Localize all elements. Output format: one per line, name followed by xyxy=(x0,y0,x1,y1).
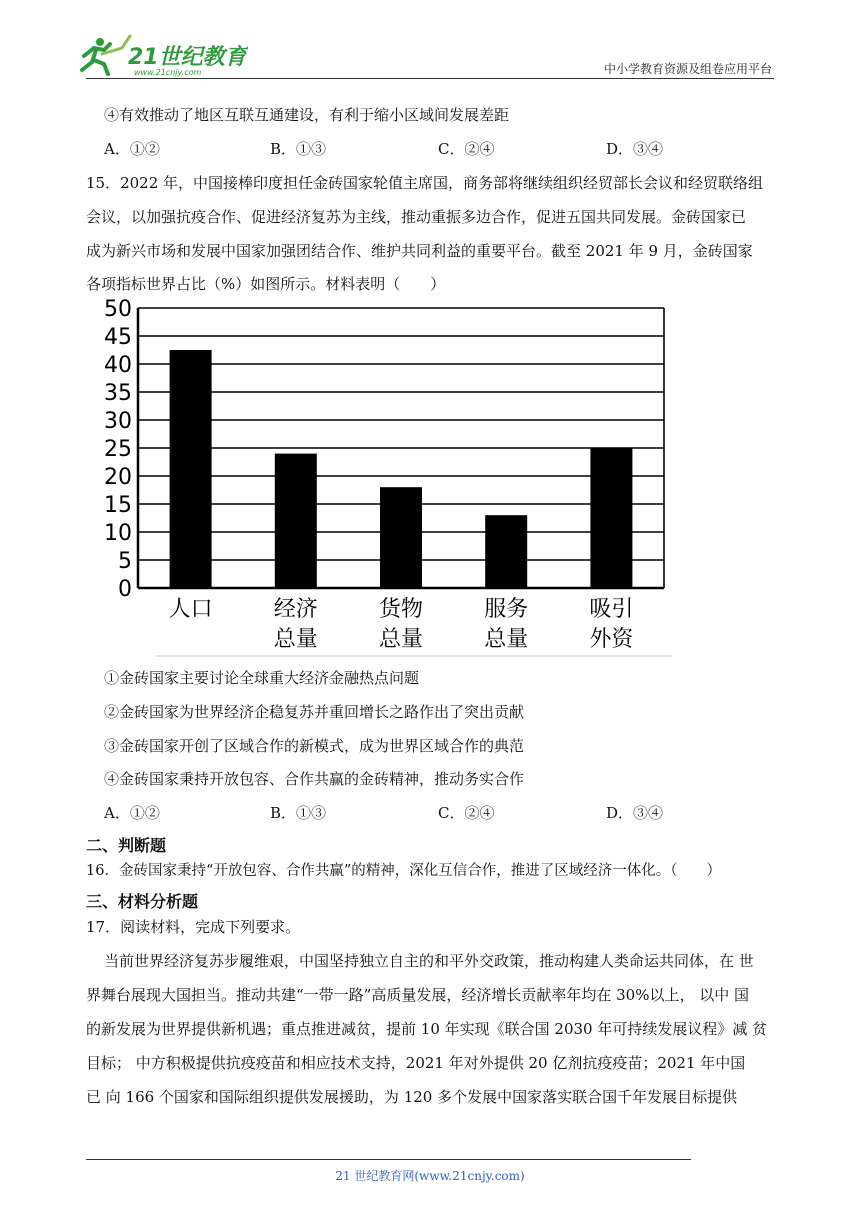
y-tick-label: 30 xyxy=(104,409,132,434)
y-tick-label: 5 xyxy=(118,549,132,574)
site-logo xyxy=(78,32,248,78)
q14-option-b[interactable]: B．①③ xyxy=(270,140,327,158)
y-tick-label: 40 xyxy=(104,353,132,378)
x-category-label: 人口 xyxy=(168,597,213,622)
q15-stem-line-2: 会议，以加强抗疫合作、促进经济复苏为主线，推动重振多边合作，促进五国共同发展。金砖国家已 xyxy=(86,208,747,226)
q15-item-4: ④金砖国家秉持开放包容、合作共赢的金砖精神，推动务实合作 xyxy=(104,770,525,788)
section-2-title: 二、判断题 xyxy=(86,836,167,855)
q17-para-line-2: 界舞台展现大国担当。推动共建“一带一路”高质量发展，经济增长贡献率年均在 30%以上， 以中 国 xyxy=(86,986,749,1004)
q15-option-b[interactable]: B．①③ xyxy=(270,804,327,822)
q17-para-line-3: 的新发展为世界提供新机遇；重点推进减贫，提前 10 年实现《联合国 2030 年可持续发展议程》减 贫 xyxy=(86,1020,768,1038)
q15-item-1: ①金砖国家主要讨论全球重大经济金融热点问题 xyxy=(104,669,420,687)
header-platform-text: 中小学教育资源及组卷应用平台 xyxy=(603,62,772,76)
logo-url: www.21cnjy.com xyxy=(134,68,202,77)
x-category-label: 吸引 xyxy=(589,597,634,622)
q15-stem-line-1: 15．2022 年，中国接棒印度担任金砖国家轮值主席国，商务部将继续组织经贸部长会议和经贸联络组 xyxy=(86,174,764,192)
bar xyxy=(275,454,317,588)
q17-para-line-5: 已 向 166 个国家和国际组织提供发展援助，为 120 多个发展中国家落实联合国千年发展目标提供 xyxy=(86,1088,738,1106)
y-tick-label: 35 xyxy=(104,381,132,406)
x-category-label: 服务 xyxy=(484,597,529,622)
q16-text: 16．金砖国家秉持“开放包容、合作共赢”的精神，深化互信合作，推进了区域经济一体化。（ ） xyxy=(86,863,722,879)
q17-para-line-1: 当前世界经济复苏步履维艰，中国坚持独立自主的和平外交政策，推动构建人类命运共同体，在 世 xyxy=(104,952,754,970)
bar xyxy=(380,487,422,588)
q15-option-d[interactable]: D．③④ xyxy=(606,804,664,822)
x-category-label: 总量 xyxy=(273,627,318,652)
y-tick-label: 25 xyxy=(104,437,132,462)
logo-text: 21世纪教育 xyxy=(128,45,247,70)
q15-item-2: ②金砖国家为世界经济企稳复苏并重回增长之路作出了突出贡献 xyxy=(104,703,525,721)
y-tick-label: 0 xyxy=(118,577,132,602)
q15-item-3: ③金砖国家开创了区域合作的新模式，成为世界区域合作的典范 xyxy=(104,737,525,755)
header-divider xyxy=(86,78,774,79)
q14-option-d[interactable]: D．③④ xyxy=(606,140,664,158)
footer-site-text: 21 世纪教育网(www.21cnjy.com) xyxy=(335,1169,525,1183)
q15-stem-line-4: 各项指标世界占比（%）如图所示。材料表明（ ） xyxy=(86,275,446,293)
q17-prompt: 17．阅读材料，完成下列要求。 xyxy=(86,918,301,936)
runner-logo-icon xyxy=(82,36,130,74)
y-tick-label: 10 xyxy=(104,521,132,546)
q15-option-c[interactable]: C．②④ xyxy=(438,804,495,822)
q17-para-line-4: 目标； 中方积极提供抗疫疫苗和相应技术支持，2021 年对外提供 20 亿剂抗疫疫苗；2021 年中国 xyxy=(86,1054,746,1072)
x-category-label: 货物 xyxy=(378,597,424,622)
x-category-label: 经济 xyxy=(273,597,318,622)
bar xyxy=(590,448,632,588)
q15-stem-line-3: 成为新兴市场和发展中国家加强团结合作、维护共同利益的重要平台。截至 2021 年 9 月，金砖国家 xyxy=(86,242,753,260)
section-3-title: 三、材料分析题 xyxy=(86,892,199,911)
x-category-label: 外资 xyxy=(589,627,634,652)
x-category-label: 总量 xyxy=(378,627,424,652)
footer-divider xyxy=(86,1159,691,1160)
y-tick-label: 45 xyxy=(104,325,132,350)
y-tick-label: 20 xyxy=(104,465,132,490)
q14-item-4: ④有效推动了地区互联互通建设，有利于缩小区域间发展差距 xyxy=(104,106,510,124)
q15-option-a[interactable]: A．①② xyxy=(104,804,160,822)
q14-option-c[interactable]: C．②④ xyxy=(438,140,495,158)
brics-share-bar-chart xyxy=(96,296,676,660)
y-tick-label: 15 xyxy=(104,493,132,518)
x-category-label: 总量 xyxy=(484,627,529,652)
y-tick-label: 50 xyxy=(104,297,132,322)
q14-option-a[interactable]: A．①② xyxy=(104,140,160,158)
bar xyxy=(170,350,212,588)
bar xyxy=(485,515,527,588)
